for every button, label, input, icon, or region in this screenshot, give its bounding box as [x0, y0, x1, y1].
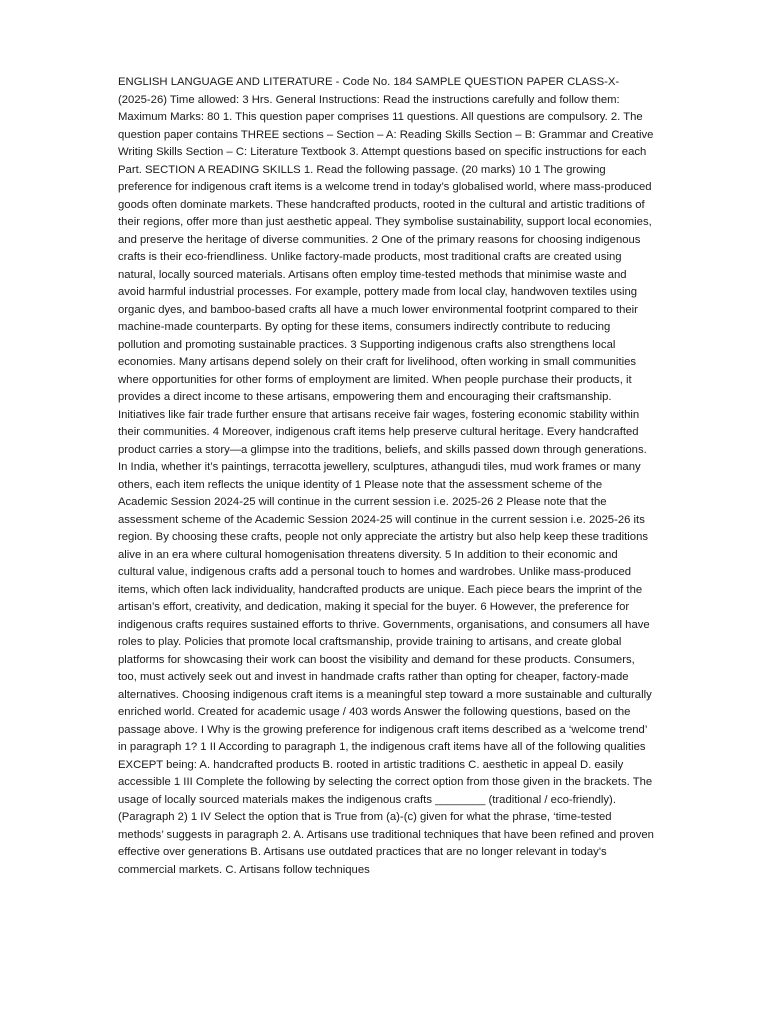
document-body-text: ENGLISH LANGUAGE AND LITERATURE - Code No. 184 SAMPLE QUESTION PAPER CLASS-X- (2025-26) Time allowed: 3 Hrs. General Instructions: Read the instructions carefully and follow them: Maximum Marks: 80 1. This question paper comprises 11 questions. All questions are compulsory. 2. The question paper contains THREE sections – Section – A: Reading Skills Section – B: Grammar and Creative Writing Skills Section – C: Literature Textbook 3. Attempt questions based on specific instructions for each Part. SECTION A READING SKILLS 1. Read the following passage. (20 marks) 10 1 The growing preference for indigenous craft items is a welcome trend in today’s globalised world, where mass-produced goods often dominate markets. These handcrafted products, rooted in the cultural and artistic traditions of their regions, offer more than just aesthetic appeal. They symbolise sustainability, support local economies, and preserve the heritage of diverse communities. 2 One of the primary reasons for choosing indigenous crafts is their eco-friendliness. Unlike factory-made products, most traditional crafts are created using natural, locally sourced materials. Artisans often employ time-tested methods that minimise waste and avoid harmful industrial processes. For example, pottery made from local clay, handwoven textiles using organic dyes, and bamboo-based crafts all have a much lower environmental footprint compared to their machine-made counterparts. By opting for these items, consumers indirectly contribute to reducing pollution and promoting sustainable practices. 3 Supporting indigenous crafts also strengthens local economies. Many artisans depend solely on their craft for livelihood, often working in small communities where opportunities for other forms of employment are limited. When people purchase their products, it provides a direct income to these artisans, empowering them and encouraging their craftsmanship. Initiatives like fair trade further ensure that artisans receive fair wages, fostering economic stability within their communities. 4 Moreover, indigenous craft items help preserve cultural heritage. Every handcrafted product carries a story—a glimpse into the traditions, beliefs, and skills passed down through generations. In India, whether it’s paintings, terracotta jewellery, sculptures, athangudi tiles, mud work frames or many others, each item reflects the unique identity of 1 Please note that the assessment scheme of the Academic Session 2024-25 will continue in the current session i.e. 2025-26 2 Please note that the assessment scheme of the Academic Session 2024-25 will continue in the current session i.e. 2025-26 its region. By choosing these crafts, people not only appreciate the artistry but also help keep these traditions alive in an era where cultural homogenisation threatens diversity. 5 In addition to their economic and cultural value, indigenous crafts add a personal touch to homes and wardrobes. Unlike mass-produced items, which often lack individuality, handcrafted products are unique. Each piece bears the imprint of the artisan’s effort, creativity, and dedication, making it special for the buyer. 6 However, the preference for indigenous crafts requires sustained efforts to thrive. Governments, organisations, and consumers all have roles to play. Policies that promote local craftsmanship, provide training to artisans, and create global platforms for showcasing their work can boost the visibility and demand for these products. Consumers, too, must actively seek out and invest in handmade crafts rather than opting for cheaper, factory-made alternatives. Choosing indigenous craft items is a meaningful step toward a more sustainable and culturally enriched world. Created for academic usage / 403 words Answer the following questions, based on the passage above. I Why is the growing preference for indigenous craft items described as a ‘welcome trend’ in paragraph 1? 1 II According to paragraph 1, the indigenous craft items have all of the following qualities EXCEPT being: A. handcrafted products B. rooted in artistic traditions C. aesthetic in appeal D. easily accessible 1 III Complete the following by selecting the correct option from those given in the brackets. The usage of locally sourced materials makes the indigenous crafts ________ (traditional / eco-friendly). (Paragraph 2) 1 IV Select the option that is True from (a)-(c) given for what the phrase, ‘time-tested methods’ suggests in paragraph 2. A. Artisans use traditional techniques that have been refined and proven effective over generations B. Artisans use outdated practices that are no longer relevant in today's commercial markets. C. Artisans follow techniques [118, 76, 654, 876]
document-page [118, 74, 654, 879]
